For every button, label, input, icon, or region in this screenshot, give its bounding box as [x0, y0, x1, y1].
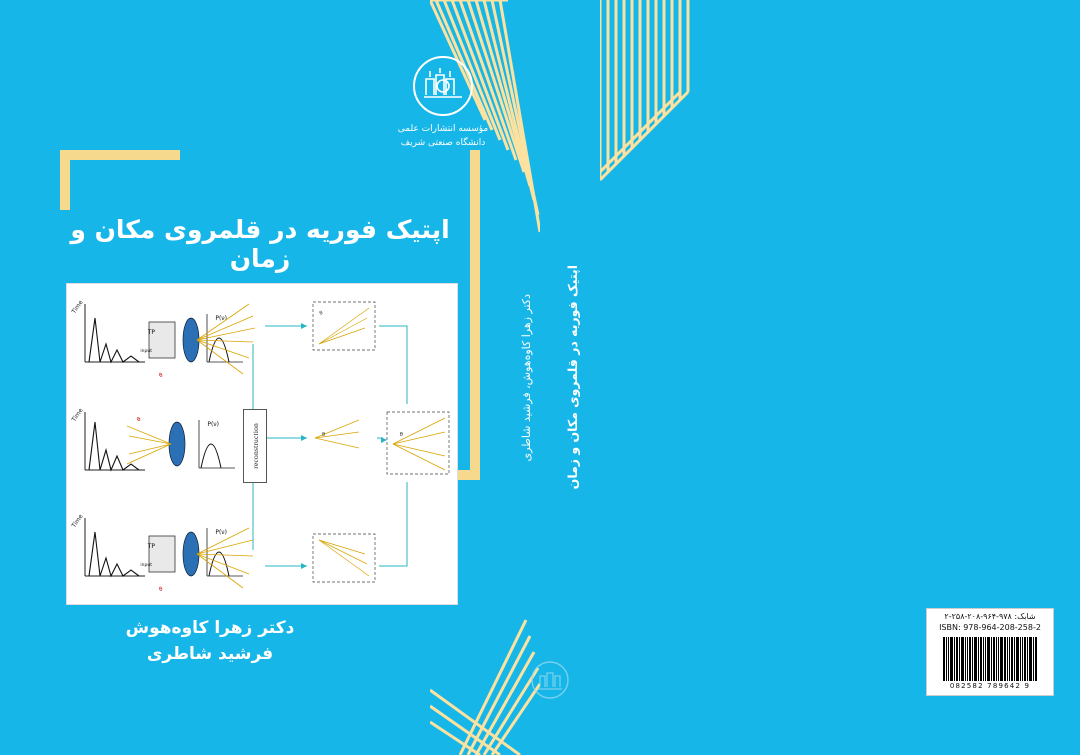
svg-text:P(ν): P(ν) — [215, 529, 227, 536]
publisher-name-line1: مؤسسه انتشارات علمی — [397, 124, 489, 134]
isbn-barcode-block — [926, 608, 1054, 696]
publisher-name-line2: دانشگاه صنعتی شریف — [400, 137, 486, 148]
svg-text:θ: θ — [136, 416, 142, 424]
svg-text:Time: Time — [70, 407, 85, 424]
isbn-persian: شابک: ۹۷۸-۹۶۴-۲۰۸-۲۵۸-۲ — [944, 612, 1036, 621]
author-secondary: فرشید شاطری — [146, 644, 274, 665]
svg-text:Time: Time — [70, 513, 85, 530]
book-spine — [495, 0, 605, 755]
spine-authors: دکتر زهرا کاوه‌هوش، فرشید شاطری — [520, 293, 533, 462]
spine-title: اپتیک فوریه در قلمروی مکان و زمان — [565, 265, 580, 490]
barcode-digits: 9 789642 082582 — [949, 681, 1031, 690]
isbn-english: ISBN: 978-964-208-258-2 — [939, 622, 1041, 632]
barcode-graphic — [943, 637, 1037, 681]
svg-text:TP: TP — [147, 543, 155, 550]
svg-text:input: input — [140, 349, 152, 354]
reconstruction-block — [243, 409, 267, 483]
svg-text:θ: θ — [318, 310, 324, 317]
svg-text:input: input — [140, 563, 152, 568]
svg-text:TP: TP — [147, 329, 155, 336]
author-primary: دکتر زهرا کاوه‌هوش — [125, 618, 295, 638]
svg-text:θ: θ — [399, 432, 403, 438]
svg-text:Time: Time — [70, 299, 85, 316]
publisher-logo-block — [388, 55, 498, 150]
svg-text:θ: θ — [321, 432, 325, 438]
page-title: اپتیک فوریه در قلمروی مکان و زمان — [70, 215, 450, 273]
frame-top-left-horizontal — [60, 150, 180, 160]
spine-text-group — [495, 0, 605, 755]
svg-text:P(ν): P(ν) — [215, 315, 227, 322]
publisher-mark-icon — [530, 660, 570, 700]
svg-text:θ: θ — [158, 586, 164, 594]
svg-text:P(ν): P(ν) — [207, 421, 219, 428]
cover-figure — [66, 283, 458, 605]
reconstruction-label: reconstruction — [250, 423, 260, 469]
publisher-bottom-mark — [520, 660, 580, 704]
svg-text:θ: θ — [158, 372, 164, 380]
sharif-university-logo-icon — [412, 55, 474, 117]
authors-block — [60, 615, 360, 668]
